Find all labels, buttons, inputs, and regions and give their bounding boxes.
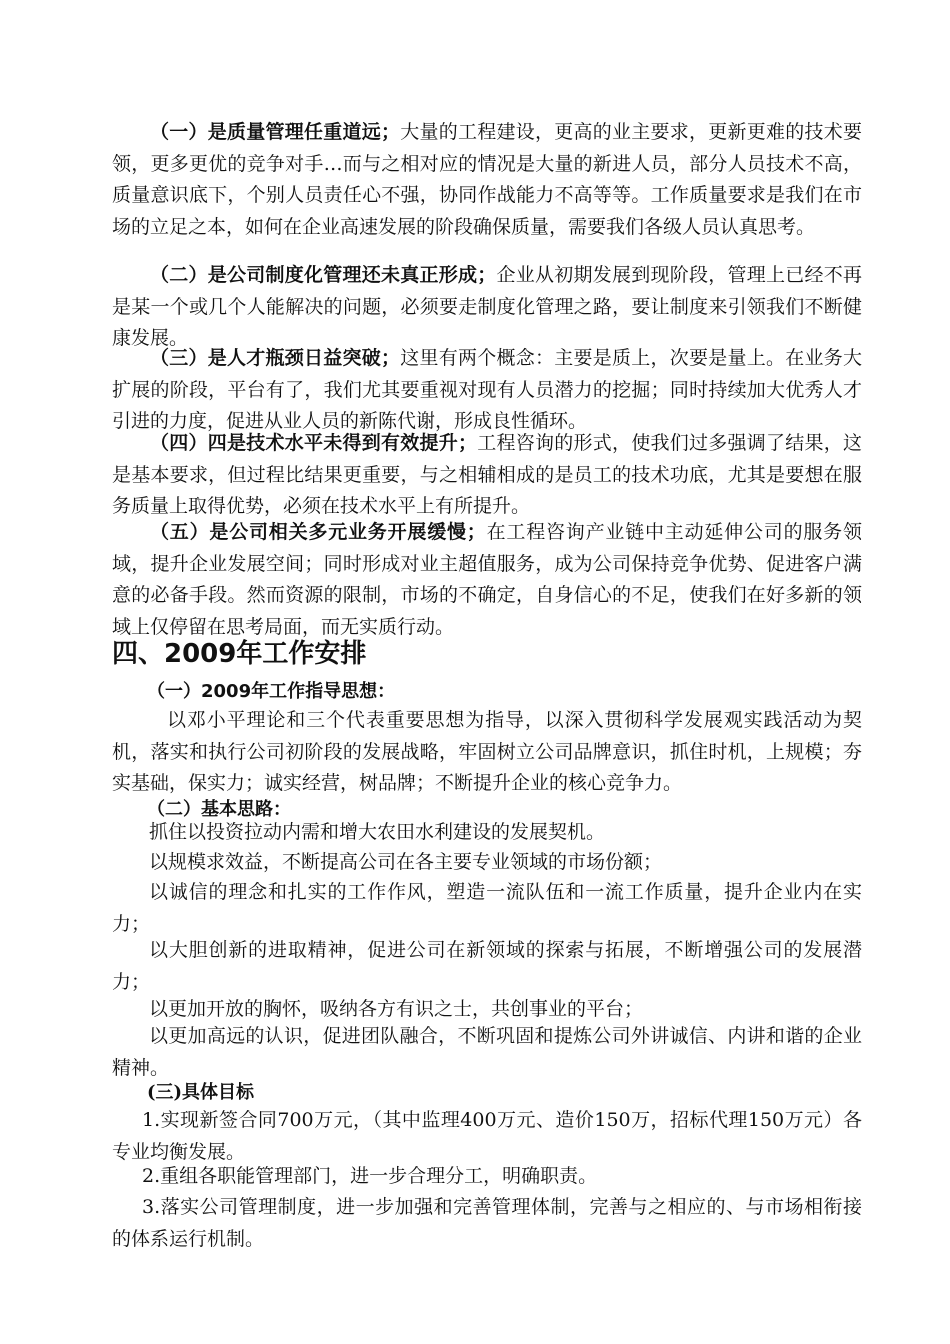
approach-title: （二）基本思路：	[147, 799, 291, 820]
problem-body-2: 企业从初期发展到现阶段，管理上已经不再是某一个或几个人能解决的问题，必须要走制度化管理之路，要让制度来引领我们不断健康发展。	[112, 264, 862, 349]
approach-item-2: 以规模求效益，不断提高公司在各主要专业领域的市场份额；	[149, 851, 663, 873]
target-item-3: 3.落实公司管理制度，进一步加强和完善管理体制，完善与之相应的、与市场相衔接的体系运行机制。	[112, 1196, 862, 1250]
approach-item-1: 抓住以投资拉动内需和增大农田水利建设的发展契机。	[149, 821, 606, 843]
problem-paragraph-2	[112, 260, 862, 355]
approach-item-3: 以诚信的理念和扎实的工作作风，塑造一流队伍和一流工作质量，提升企业内在实力；	[112, 881, 862, 935]
problem-body-5: 在工程咨询产业链中主动延伸公司的服务领域，提升企业发展空间；同时形成对业主超值服务，成为公司保持竞争优势、促进客户满意的必备手段。然而资源的限制，市场的不确定，自身信心的不足，使我们在好多新的领域上仅停留在思考局面，而无实质行动。	[112, 521, 862, 638]
problem-paragraph-4	[112, 428, 862, 523]
problem-paragraph-3	[112, 343, 862, 438]
target-item-2: 2.重组各职能管理部门，进一步合理分工，明确职责。	[142, 1165, 598, 1187]
problem-lead-1: （一）是质量管理任重道远；	[150, 121, 400, 143]
approach-item-5: 以更加开放的胸怀，吸纳各方有识之士，共创事业的平台；	[149, 998, 644, 1020]
problem-body-3: 这里有两个概念：主要是质上，次要是量上。在业务大扩展的阶段，平台有了，我们尤其要重视对现有人员潜力的挖掘；同时持续加大优秀人才引进的力度，促进从业人员的新陈代谢，形成良性循环。	[112, 347, 862, 432]
guiding-body: 以邓小平理论和三个代表重要思想为指导，以深入贯彻科学发展观实践活动为契机，落实和执行公司初阶段的发展战略，牢固树立公司品牌意识，抓住时机，上规模；夯实基础，保实力；诚实经营，树品牌；不断提升企业的核心竞争力。	[112, 709, 862, 794]
guiding-title: （一）2009年工作指导思想：	[147, 681, 396, 702]
problem-lead-2: （二）是公司制度化管理还未真正形成；	[150, 264, 497, 286]
approach-item-6: 以更加高远的认识，促进团队融合，不断巩固和提炼公司外讲诚信、内讲和谐的企业精神。	[112, 1025, 862, 1079]
problem-lead-4: （四）四是技术水平未得到有效提升；	[150, 432, 477, 454]
target-item-1: 1.实现新签合同700万元，（其中监理400万元、造价150万，招标代理150万元）各专业均衡发展。	[112, 1109, 862, 1163]
section-title: 四、2009年工作安排	[112, 639, 367, 669]
problem-lead-3: （三）是人才瓶颈日益突破；	[150, 347, 400, 369]
problem-body-4: 工程咨询的形式，使我们过多强调了结果，这是基本要求，但过程比结果更重要，与之相辅相成的是员工的技术功底，尤其是要想在服务质量上取得优势，必须在技术水平上有所提升。	[112, 432, 862, 517]
problem-paragraph-5	[112, 517, 862, 643]
problem-lead-5: （五）是公司相关多元业务开展缓慢；	[150, 521, 486, 543]
approach-item-4: 以大胆创新的进取精神，促进公司在新领域的探索与拓展，不断增强公司的发展潜力；	[112, 939, 862, 993]
targets-title: (三)具体目标	[147, 1082, 255, 1103]
problem-paragraph-1	[112, 117, 862, 243]
problem-body-1: 大量的工程建设，更高的业主要求，更新更难的技术要领，更多更优的竞争对手…而与之相对应的情况是大量的新进人员，部分人员技术不高，质量意识底下，个别人员责任心不强，协同作战能力不高等等。工作质量要求是我们在市场的立足之本，如何在企业高速发展的阶段确保质量，需要我们各级人员认真思考。	[112, 121, 862, 238]
